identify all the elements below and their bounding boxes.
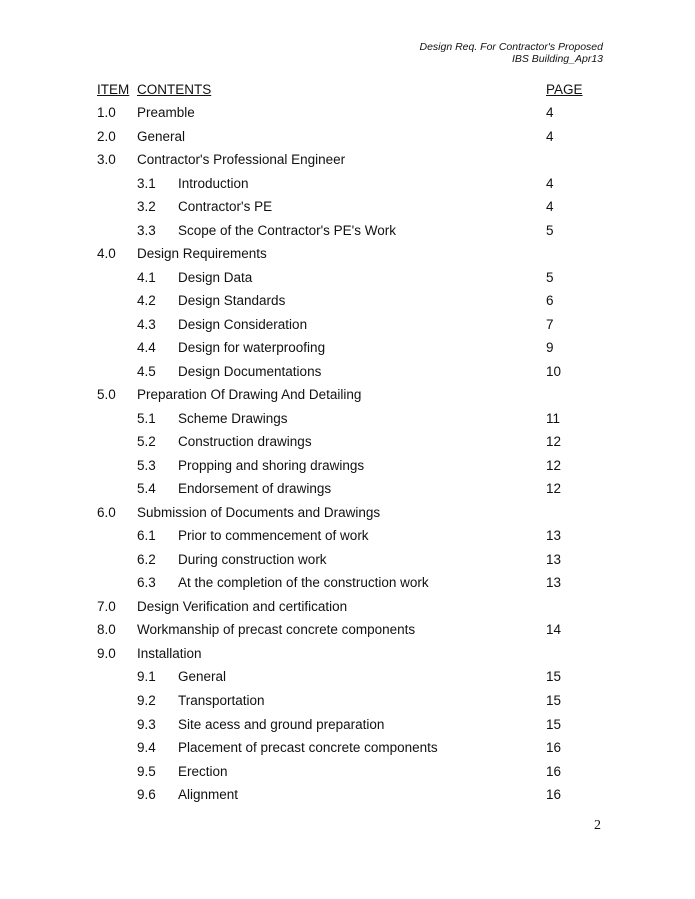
- toc-subsection-row: [0, 270, 695, 288]
- toc-section-row: [0, 129, 695, 147]
- toc-section-row: [0, 246, 695, 264]
- toc-item-page: 9: [546, 340, 554, 356]
- toc-item-title: At the completion of the construction work: [178, 575, 429, 591]
- toc-item-title: General: [137, 128, 186, 144]
- toc-item-number: 4.1: [137, 269, 156, 285]
- toc-item-page: 4: [546, 199, 554, 215]
- toc-item-title: Scheme Drawings: [178, 410, 288, 426]
- toc-item-title: Site acess and ground preparation: [178, 716, 385, 732]
- toc-section-row: [0, 646, 695, 664]
- toc-item-page: 12: [546, 457, 562, 473]
- toc-item-page: 13: [546, 528, 562, 544]
- toc-item-title: Workmanship of precast concrete components: [137, 622, 416, 638]
- page-number: 2: [594, 818, 601, 833]
- toc-item-number: 5.3: [137, 457, 156, 473]
- toc-item-number: 9.5: [137, 763, 156, 779]
- toc-section-row: [0, 505, 695, 523]
- toc-subsection-row: [0, 717, 695, 735]
- toc-item-title: General: [178, 669, 227, 685]
- toc-subsection-row: [0, 528, 695, 546]
- toc-item-number: 3.1: [137, 175, 156, 191]
- column-heading-page: PAGE: [546, 82, 583, 97]
- toc-item-number: 4.4: [137, 340, 156, 356]
- toc-item-number: 5.0: [97, 387, 116, 403]
- toc-subsection-row: [0, 575, 695, 593]
- toc-item-number: 3.3: [137, 222, 156, 238]
- toc-item-title: Design Verification and certification: [137, 598, 348, 614]
- toc-subsection-row: [0, 411, 695, 429]
- toc-item-number: 6.2: [137, 551, 156, 567]
- toc-item-page: 13: [546, 551, 562, 567]
- toc-section-row: [0, 622, 695, 640]
- toc-subsection-row: [0, 787, 695, 805]
- toc-item-page: 4: [546, 175, 554, 191]
- toc-item-title: Submission of Documents and Drawings: [137, 504, 381, 520]
- toc-item-number: 9.3: [137, 716, 156, 732]
- toc-section-row: [0, 387, 695, 405]
- toc-subsection-row: [0, 364, 695, 382]
- toc-subsection-row: [0, 481, 695, 499]
- toc-item-title: Design Consideration: [178, 316, 308, 332]
- toc-subsection-row: [0, 199, 695, 217]
- toc-subsection-row: [0, 223, 695, 241]
- toc-item-number: 1.0: [97, 105, 116, 120]
- toc-item-title: Preparation Of Drawing And Detailing: [137, 387, 362, 403]
- toc-item-number: 6.3: [137, 575, 156, 591]
- toc-item-number: 3.0: [97, 152, 116, 168]
- toc-subsection-row: [0, 669, 695, 687]
- toc-section-row: [0, 152, 695, 170]
- toc-item-page: 16: [546, 787, 562, 803]
- toc-item-title: Installation: [137, 645, 202, 661]
- toc-item-number: 4.0: [97, 246, 116, 262]
- toc-item-title: Contractor's PE: [178, 199, 273, 215]
- toc-item-page: 13: [546, 575, 562, 591]
- toc-item-title: Construction drawings: [178, 434, 312, 450]
- toc-item-title: Scope of the Contractor's PE's Work: [178, 222, 396, 238]
- toc-item-title: Design Requirements: [137, 246, 267, 262]
- toc-item-title: Prior to commencement of work: [178, 528, 369, 544]
- toc-subsection-row: [0, 340, 695, 358]
- toc-item-title: Alignment: [178, 787, 239, 803]
- toc-item-number: 9.1: [137, 669, 156, 685]
- toc-item-page: 15: [546, 669, 562, 685]
- toc-subsection-row: [0, 740, 695, 758]
- toc-item-page: 14: [546, 622, 562, 638]
- toc-item-number: 3.2: [137, 199, 156, 215]
- toc-item-page: 16: [546, 740, 562, 756]
- toc-item-number: 5.1: [137, 410, 156, 426]
- document-header-subtitle: IBS Building_Apr13: [511, 53, 603, 65]
- toc-item-title: Placement of precast concrete components: [178, 740, 438, 756]
- toc-item-title: Design Data: [178, 269, 253, 285]
- toc-item-number: 5.4: [137, 481, 156, 497]
- toc-item-title: Introduction: [178, 175, 249, 191]
- toc-item-number: 5.2: [137, 434, 156, 450]
- toc-item-title: Design Standards: [178, 293, 286, 309]
- toc-item-title: During construction work: [178, 551, 327, 567]
- toc-item-page: 4: [546, 128, 554, 144]
- toc-item-number: 9.4: [137, 740, 156, 756]
- toc-subsection-row: [0, 693, 695, 711]
- toc-item-page: 10: [546, 363, 562, 379]
- toc-item-title: Erection: [178, 763, 228, 779]
- toc-item-page: 16: [546, 763, 562, 779]
- toc-item-number: 9.6: [137, 787, 156, 803]
- toc-item-page: 4: [546, 105, 554, 120]
- toc-item-page: 11: [546, 410, 561, 426]
- toc-subsection-row: [0, 434, 695, 452]
- toc-subsection-row: [0, 764, 695, 782]
- toc-item-title: Design for waterproofing: [178, 340, 326, 356]
- toc-item-number: 4.3: [137, 316, 156, 332]
- column-heading-contents: CONTENTS: [137, 82, 212, 97]
- toc-item-page: 15: [546, 716, 562, 732]
- toc-subsection-row: [0, 293, 695, 311]
- toc-item-title: Design Documentations: [178, 363, 322, 379]
- toc-item-page: 12: [546, 434, 562, 450]
- toc-item-page: 12: [546, 481, 562, 497]
- toc-item-page: 5: [546, 269, 554, 285]
- toc-subsection-row: [0, 552, 695, 570]
- toc-item-title: Transportation: [178, 693, 265, 708]
- toc-item-title: Preamble: [137, 105, 195, 120]
- toc-item-number: 6.1: [137, 528, 156, 544]
- toc-item-number: 7.0: [97, 598, 116, 614]
- toc-item-page: 7: [546, 316, 554, 332]
- toc-section-row: [0, 105, 695, 123]
- toc-item-title: Contractor's Professional Engineer: [137, 152, 346, 168]
- toc-item-number: 4.5: [137, 363, 156, 379]
- toc-section-row: [0, 599, 695, 617]
- toc-item-number: 9.0: [97, 645, 116, 661]
- toc-item-title: Propping and shoring drawings: [178, 457, 365, 473]
- toc-item-number: 2.0: [97, 128, 116, 144]
- column-heading-item: ITEM: [97, 82, 130, 97]
- toc-item-number: 4.2: [137, 293, 156, 309]
- toc-item-page: 15: [546, 693, 562, 708]
- toc-subsection-row: [0, 176, 695, 194]
- toc-item-number: 9.2: [137, 693, 156, 708]
- toc-subsection-row: [0, 317, 695, 335]
- document-header-title: Design Req. For Contractor's Proposed: [419, 41, 603, 53]
- toc-item-number: 8.0: [97, 622, 116, 638]
- toc-item-title: Endorsement of drawings: [178, 481, 332, 497]
- toc-item-page: 6: [546, 293, 554, 309]
- toc-item-page: 5: [546, 222, 554, 238]
- toc-item-number: 6.0: [97, 504, 116, 520]
- toc-subsection-row: [0, 458, 695, 476]
